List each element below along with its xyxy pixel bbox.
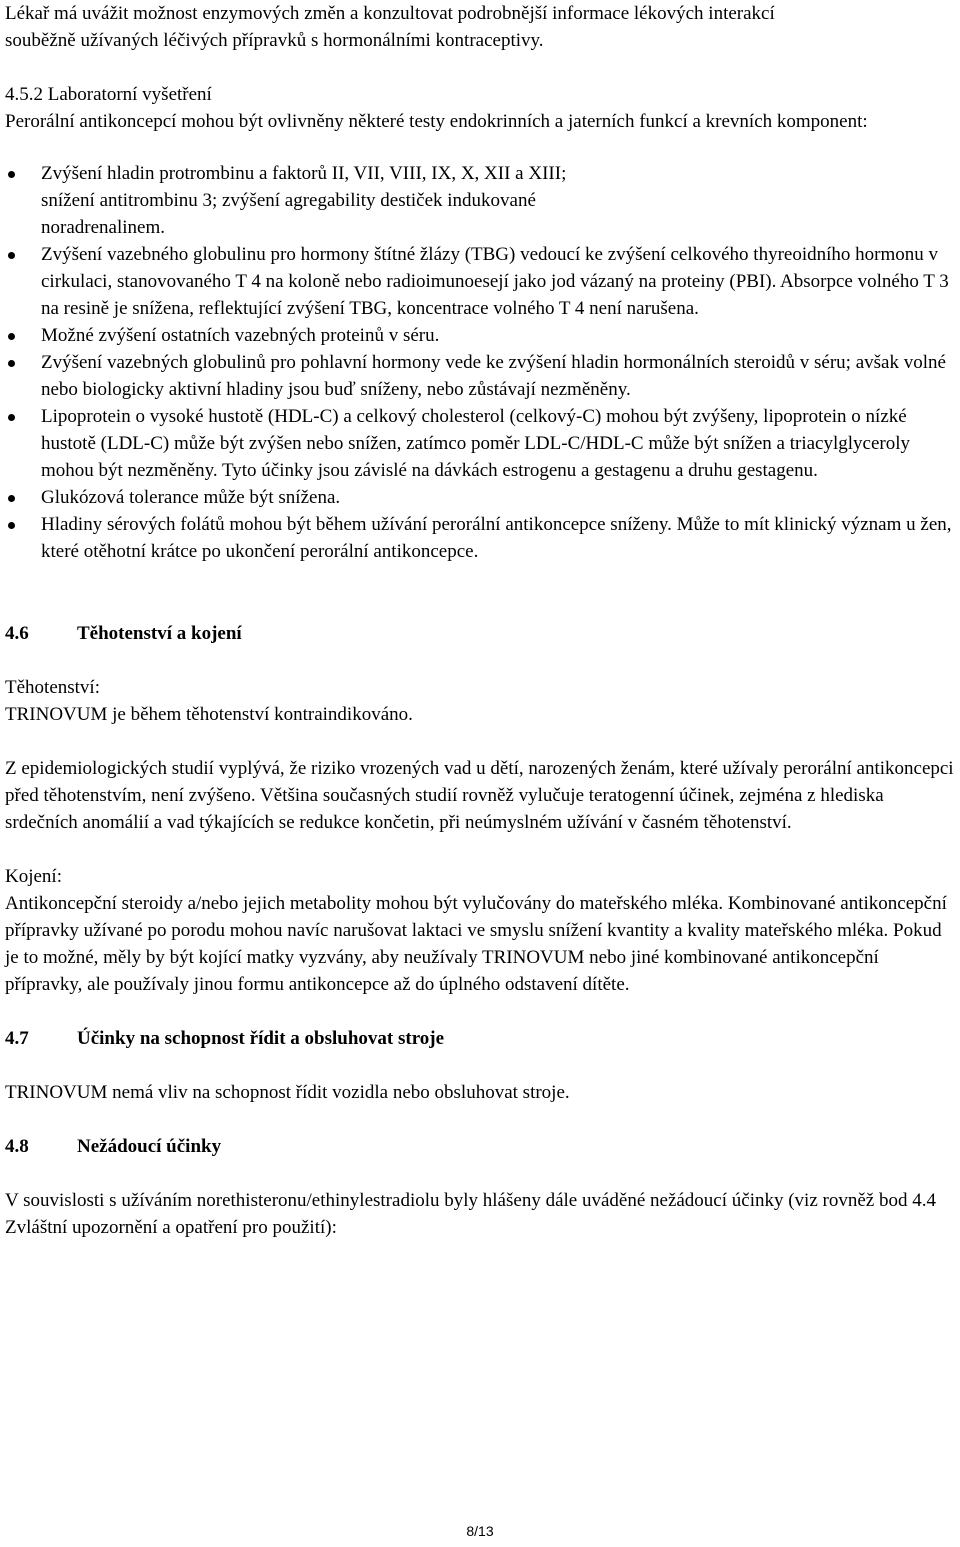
section-heading-4-6 — [5, 620, 957, 647]
list-item: Zvýšení hladin protrombinu a faktorů II, VII, VIII, IX, X, XII a XIII; snížení antitrombinu 3; zvýšení agregability destiček indukované noradrenalinem. — [41, 160, 957, 241]
lab-bullet-list — [5, 160, 957, 565]
bullet-icon — [8, 252, 15, 259]
bullet-icon — [8, 333, 15, 340]
epidemiology-paragraph: Z epidemiologických studií vyplývá, že riziko vrozených vad u dětí, narozených ženám, které užívaly perorální antikoncepci před těhotenstvím, není zvýšeno. Většina současných studií rovněž vylučuje teratogenní účinek, zejména z hlediska srdečních anomálií a vad týkajících se redukce končetin, při neúmyslném užívání v časném těhotenství. — [5, 758, 954, 833]
list-item: Zvýšení vazebného globulinu pro hormony štítné žlázy (TBG) vedoucí ke zvýšení celkového thyreoidního hormonu v cirkulaci, stanovovaného T 4 na koloně nebo radioimunoesejí jako jod vázaný na proteiny (PBI). Absorpce volného T 3 na resině je snížena, reflektující zvýšení TBG, koncentrace volného T 4 není narušena. — [41, 241, 957, 322]
list-item: Lipoprotein o vysoké hustotě (HDL-C) a celkový cholesterol (celkový-C) mohou být zvýšeny, lipoprotein o nízké hustotě (LDL-C) může být zvýšen nebo snížen, zatímco poměr LDL-C/HDL-C může být snížen a triacylglyceroly mohou být nezměněny. Tyto účinky jsou závislé na dávkách estrogenu a gestagenu a druhu gestagenu. — [41, 403, 957, 484]
section-title: Nežádoucí účinky — [77, 1136, 222, 1157]
section-title: Těhotenství a kojení — [77, 623, 242, 644]
pregnancy-label: Těhotenství: — [5, 677, 100, 698]
list-item: Možné zvýšení ostatních vazebných proteinů v séru. — [41, 322, 957, 349]
driving-text: TRINOVUM nemá vliv na schopnost řídit vozidla nebo obsluhovat stroje. — [5, 1082, 570, 1103]
list-item: Glukózová tolerance může být snížena. — [41, 484, 957, 511]
intro-line-2: souběžně užívaných léčivých přípravků s hormonálními kontraceptivy. — [5, 30, 544, 51]
lab-intro: Perorální antikoncepcí mohou být ovlivněny některé testy endokrinních a jaterních funkcí a krevních komponent: — [5, 111, 868, 132]
document-page — [5, 0, 957, 1241]
intro-paragraph — [5, 0, 957, 54]
section-number: 4.8 — [5, 1136, 29, 1157]
lactation-label: Kojení: — [5, 866, 62, 887]
section-number: 4.6 — [5, 623, 29, 644]
pregnancy-text: TRINOVUM je během těhotenství kontraindikováno. — [5, 704, 413, 725]
section-number: 4.7 — [5, 1028, 29, 1049]
page-number: 8/13 — [466, 1523, 494, 1539]
bullet-icon — [8, 171, 15, 178]
subsection-heading-4-5-2: 4.5.2 Laboratorní vyšetření — [5, 84, 212, 105]
bullet-icon — [8, 495, 15, 502]
pregnancy-block — [5, 674, 957, 728]
list-item: Zvýšení vazebných globulinů pro pohlavní hormony vede ke zvýšení hladin hormonálních steroidů v séru; avšak volné nebo biologicky aktivní hladiny jsou buď sníženy, nebo zůstávají nezměněny. — [41, 349, 957, 403]
lactation-text: Antikoncepční steroidy a/nebo jejich metabolity mohou být vylučovány do mateřského mléka. Kombinované antikoncepční přípravky užívané po porodu mohou navíc narušovat laktaci ve smyslu snížení kvantity a kvality mateřského mléka. Pokud je to možné, měly by být kojící matky vyzvány, aby neužívaly TRINOVUM nebo jiné kombinované antikoncepční přípravky, ale používaly jinou formu antikoncepce až do úplného odstavení dítěte. — [5, 893, 947, 995]
section-heading-4-8 — [5, 1133, 957, 1160]
list-item: Hladiny sérových folátů mohou být během užívání perorální antikoncepce sníženy. Může to mít klinický význam u žen, které otěhotní krátce po ukončení perorální antikoncepce. — [41, 511, 957, 565]
section-title: Účinky na schopnost řídit a obsluhovat stroje — [77, 1028, 445, 1049]
intro-line-1: Lékař má uvážit možnost enzymových změn a konzultovat podrobnější informace lékových interakcí — [5, 3, 775, 24]
bullet-icon — [8, 360, 15, 367]
lactation-block — [5, 863, 957, 998]
section-heading-4-7 — [5, 1025, 957, 1052]
adverse-effects-text: V souvislosti s užíváním norethisteronu/ethinylestradiolu byly hlášeny dále uváděné nežádoucí účinky (viz rovněž bod 4.4 Zvláštní upozornění a opatření pro použití): — [5, 1190, 936, 1238]
bullet-icon — [8, 414, 15, 421]
bullet-icon — [8, 522, 15, 529]
